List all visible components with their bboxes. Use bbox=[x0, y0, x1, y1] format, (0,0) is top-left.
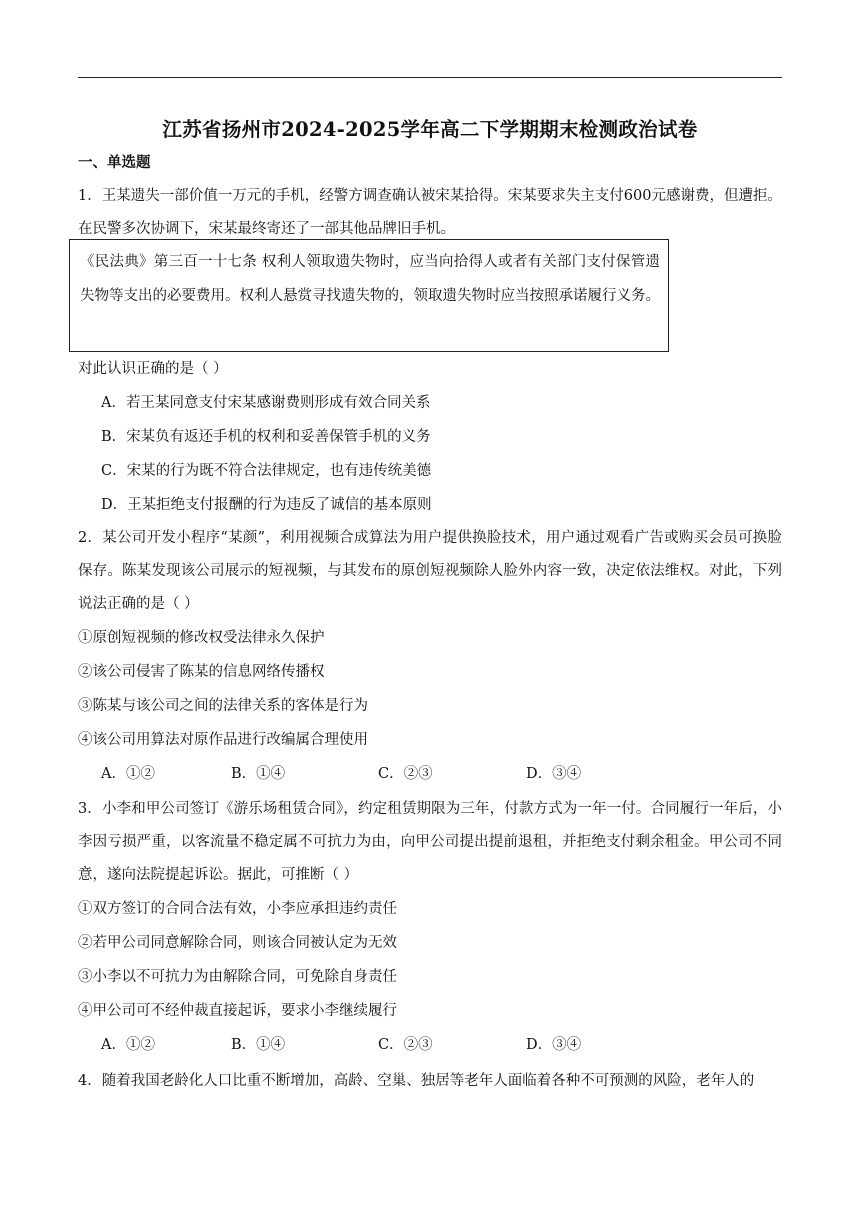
statement: ④甲公司可不经仲裁直接起诉，要求小李继续履行 bbox=[78, 1003, 397, 1019]
question-1-body bbox=[78, 352, 782, 522]
question-1-stem: 1．王某遗失一部价值一万元的手机，经警方调查确认被宋某拾得。宋某要求失主支付600元感谢费，但遭拒。在民警多次协调下，宋某最终寄还了一部其他品牌旧手机。 bbox=[78, 188, 782, 237]
question-1-prompt: 对此认识正确的是（ ） bbox=[78, 361, 228, 377]
option-a: A．若王某同意支付宋某感谢费则形成有效合同关系 bbox=[101, 395, 431, 411]
option-b: B．宋某负有返还手机的权利和妥善保管手机的义务 bbox=[101, 429, 431, 445]
question-3 bbox=[78, 793, 782, 1062]
question-4-stem: 4．随着我国老龄化人口比重不断增加，高龄、空巢、独居等老年人面临着各种不可预测的风险，老年人的 bbox=[78, 1073, 755, 1089]
question-3-options bbox=[78, 1028, 782, 1062]
question-1 bbox=[78, 180, 782, 246]
question-3-stem: 3．小李和甲公司签订《游乐场租赁合同》，约定租赁期限为三年，付款方式为一年一付。合同履行一年后，小李因亏损严重，以客流量不稳定属不可抗力为由，向甲公司提出提前退租，并拒绝支付剩余租金。甲公司不同意，遂向法院提起诉讼。据此，可推断（ ） bbox=[78, 801, 782, 883]
statement: ①双方签订的合同合法有效，小李应承担违约责任 bbox=[78, 901, 397, 917]
option-c: C．②③ bbox=[378, 766, 433, 782]
statement: ②该公司侵害了陈某的信息网络传播权 bbox=[78, 664, 325, 680]
option-c: C．②③ bbox=[378, 1037, 433, 1053]
option-d: D．王某拒绝支付报酬的行为违反了诚信的基本原则 bbox=[101, 497, 432, 513]
option-d: D．③④ bbox=[526, 1037, 582, 1053]
question-2-options bbox=[78, 757, 782, 791]
statement: ①原创短视频的修改权受法律永久保护 bbox=[78, 630, 325, 646]
option-a: A．①② bbox=[101, 1037, 155, 1053]
statement: ②若甲公司同意解除合同，则该合同被认定为无效 bbox=[78, 935, 397, 951]
question-2-stem: 2．某公司开发小程序“某颜”，利用视频合成算法为用户提供换脸技术，用户通过观看广告或购买会员可换脸保存。陈某发现该公司展示的短视频，与其发布的原创短视频除人脸外内容一致，决定依法维权。对此，下列说法正确的是（ ） bbox=[78, 530, 782, 612]
question-4 bbox=[78, 1065, 782, 1098]
statement: ③陈某与该公司之间的法律关系的客体是行为 bbox=[78, 698, 368, 714]
option-b: B．①④ bbox=[231, 1037, 286, 1053]
option-a: A．①② bbox=[101, 766, 155, 782]
statement: ④该公司用算法对原作品进行改编属合理使用 bbox=[78, 732, 368, 748]
statement: ③小李以不可抗力为由解除合同，可免除自身责任 bbox=[78, 969, 397, 985]
legal-quote-box bbox=[69, 239, 669, 352]
option-c: C．宋某的行为既不符合法律规定，也有违传统美德 bbox=[101, 463, 432, 479]
exam-title: 江苏省扬州市2024-2025学年高二下学期期末检测政治试卷 bbox=[162, 118, 698, 141]
section-heading: 一、单选题 bbox=[78, 154, 151, 171]
option-b: B．①④ bbox=[231, 766, 286, 782]
question-2 bbox=[78, 522, 782, 791]
option-d: D．③④ bbox=[526, 766, 582, 782]
header-rule bbox=[78, 77, 782, 78]
legal-quote-text: 《民法典》第三百一十七条 权利人领取遗失物时，应当向拾得人或者有关部门支付保管遗失物等支出的必要费用。权利人悬赏寻找遗失物的，领取遗失物时应当按照承诺履行义务。 bbox=[80, 254, 660, 304]
